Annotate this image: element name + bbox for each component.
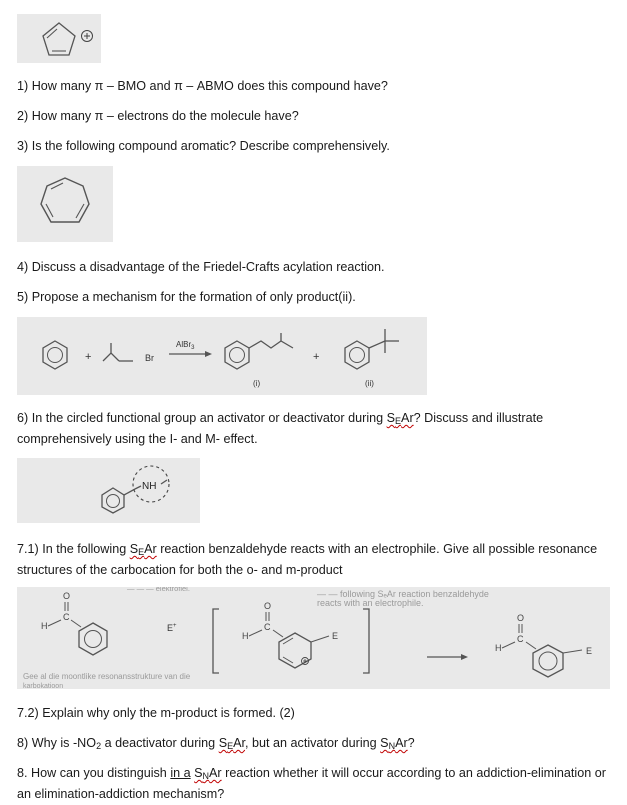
question-8b: 8. How can you distinguish in a $S_NAr$ reaction whether it will occur according to an addiction-elimination or an elimination-addiction mechanism? (17, 766, 606, 801)
aldehyde-h-left: H (41, 621, 48, 631)
aldehyde-h-mid: H (242, 631, 249, 641)
figure-cyclopentadienyl-cation (17, 14, 101, 63)
left-bracket (213, 609, 219, 673)
figure-circled-amine (17, 458, 200, 523)
top-right-line-2: reacts with an electrophile. (317, 598, 424, 608)
aldehyde-o-right: O (517, 613, 525, 623)
electrophile-label: E+ (167, 623, 177, 633)
friedel-crafts-drawing (17, 317, 427, 395)
top-left-fragment: — — — elektrofiel. (127, 587, 190, 593)
question-6: 6) In the circled functional group an activator or deactivator during $S_EAr$? Discuss and illustrate comprehensively using the I- and M- effect. (17, 411, 544, 446)
plus-sign-2: + (313, 351, 320, 363)
aldehyde-o-left: O (63, 591, 71, 601)
question-4: 4) Discuss a disadvantage of the Friedel-Crafts acylation reaction. (17, 260, 385, 274)
sear-benzaldehyde-drawing (17, 587, 610, 689)
figure-cycloheptatriene (17, 166, 113, 242)
aldehyde-c-mid: C (264, 622, 271, 632)
e-group-mid: E (332, 631, 339, 641)
e-group-right: E (586, 646, 593, 656)
bromine-label: Br (145, 353, 154, 363)
figure-friedel-crafts-reaction (17, 317, 427, 395)
nh-label: NH (142, 481, 157, 492)
bottom-faint-text: Gee al die moontlike resonansstrukture van die (23, 672, 191, 681)
plus-sign-1: + (85, 351, 92, 363)
aldehyde-h-right: H (495, 643, 502, 653)
question-3: 3) Is the following compound aromatic? Describe comprehensively. (17, 139, 390, 153)
cyclopentadienyl-cation-drawing (17, 14, 101, 63)
product-ii-label: (ii) (365, 379, 374, 388)
figure-sear-benzaldehyde (17, 587, 610, 689)
catalyst-label: AlBr$_3$ (176, 340, 195, 351)
right-bracket (363, 609, 369, 673)
question-7-2: 7.2) Explain why only the m-product is formed. (2) (17, 706, 295, 720)
circled-amine-drawing (17, 458, 200, 523)
bottom-faint-text-2: karbokatioon (23, 683, 64, 689)
question-8a: 8) Why is $-NO_2$ a deactivator during $S_EAr$, but an activator during $S_NAr$? (17, 736, 415, 751)
aldehyde-o-mid: O (264, 601, 272, 611)
aldehyde-c-right: C (517, 634, 524, 644)
aldehyde-c-left: C (63, 612, 70, 622)
question-2: 2) How many π – electrons do the molecule have? (17, 109, 299, 123)
product-i-label: (i) (253, 379, 261, 388)
cycloheptatriene-drawing (17, 166, 113, 242)
top-right-line-1: — — following SₑAr reaction benzaldehyde (317, 589, 489, 599)
question-1: 1) How many π – BMO and π – ABMO does this compound have? (17, 79, 388, 93)
question-5: 5) Propose a mechanism for the formation of only product(ii). (17, 290, 356, 304)
question-7-1: 7.1) In the following $S_EAr$ reaction benzaldehyde reacts with an electrophile. Give all possible resonance structures of the carbocation for both the o- and m-product (17, 542, 598, 577)
